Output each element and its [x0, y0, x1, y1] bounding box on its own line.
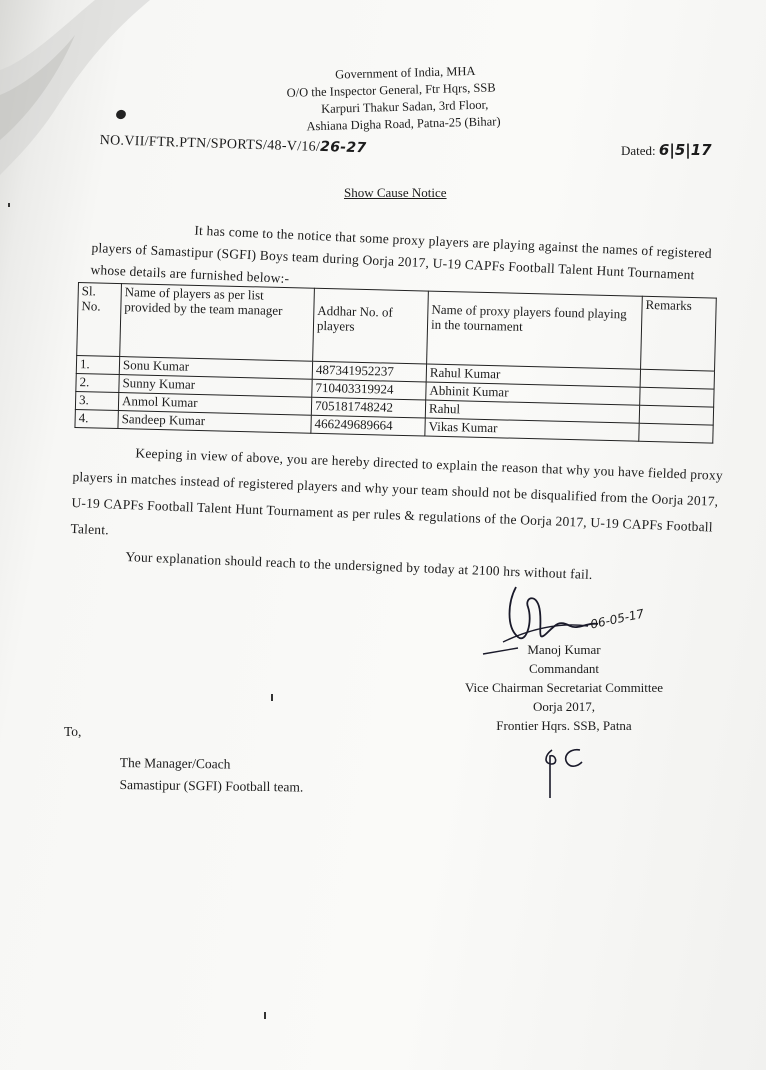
players-table: [74, 282, 716, 444]
col-header-aadhar: Addhar No. of players: [313, 288, 429, 364]
cell-aadhar: 710403319924: [312, 379, 426, 400]
deadline-text: Your explanation should reach to the undersigned by today at 2100 hrs without fail.: [125, 549, 593, 583]
punch-mark: [271, 694, 273, 701]
header-line-4: Ashiana Digha Road, Patna-25 (Bihar): [306, 114, 501, 134]
cell-proxy: Rahul: [425, 400, 639, 423]
cell-remarks: [639, 405, 713, 425]
signatory-designation: Commandant: [528, 661, 600, 676]
col-header-proxy: Name of proxy players found playing in the tournament: [427, 291, 643, 369]
signature-date: 06-05-17: [589, 606, 646, 632]
col-header-sl: Sl. No.: [77, 283, 122, 357]
signatory-name: Manoj Kumar: [527, 642, 601, 657]
col-header-remarks: Remarks: [641, 296, 717, 371]
cell-sl: 1.: [76, 355, 119, 374]
signatory-block: [424, 640, 704, 735]
office-header: [280, 60, 582, 136]
punch-mark: [8, 203, 10, 207]
cell-sl: 2.: [76, 373, 119, 392]
cell-proxy: Rahul Kumar: [426, 364, 640, 387]
to-label: To,: [64, 724, 82, 739]
cell-remarks: [640, 369, 714, 389]
cell-aadhar: 487341952237: [312, 361, 426, 382]
cell-name: Anmol Kumar: [118, 393, 311, 416]
cell-aadhar: 705181748242: [311, 397, 425, 418]
header-line-3: Karpuri Thakur Sadan, 3rd Floor,: [320, 97, 489, 116]
notice-title: Show Cause Notice: [344, 185, 447, 200]
addressee-line-1: The Manager/Coach: [119, 754, 231, 772]
dated-label: Dated:: [621, 143, 656, 158]
players-table-wrap: [74, 282, 716, 444]
cell-name: Sonu Kumar: [119, 357, 312, 380]
cell-remarks: [640, 387, 714, 407]
cell-proxy: Vikas Kumar: [425, 418, 639, 441]
scan-stain: [0, 0, 160, 200]
cell-aadhar: 466249689664: [311, 415, 425, 436]
cell-sl: 4.: [75, 409, 118, 428]
cell-proxy: Abhinit Kumar: [426, 382, 640, 405]
dated-value: 6|5|17: [658, 141, 712, 159]
cell-remarks: [639, 423, 713, 443]
punch-mark: [264, 1012, 266, 1019]
cell-name: Sandeep Kumar: [118, 411, 311, 434]
directive-text: Keeping in view of above, you are hereby directed to explain the reason that why you have fielded proxy players in matches instead of registered players and why your team should not be disqualified from the Oorja 2017, U-19 CAPFs Football Talent Hunt Tournament as per rules & regulations of the Oorja 2017, U-19 CAPFs Football Talent.: [70, 445, 724, 538]
header-line-1: Government of India, MHA: [335, 63, 476, 82]
intro-text: It has come to the notice that some proxy players are playing against the names of registered players of Samastipur (SGFI) Boys team during Oorja 2017, U-19 CAPFs Football Talent Hunt Tournament whose details are furnished below:-: [90, 222, 713, 286]
handwritten-initials: [538, 742, 588, 802]
signatory-event: Oorja 2017,: [532, 699, 596, 714]
directive-paragraphs: [69, 438, 724, 593]
header-line-2: O/O the Inspector General, Ftr Hqrs, SSB: [286, 80, 496, 100]
col-header-name: Name of players as per list provided by the team manager: [120, 284, 315, 362]
signatory-committee: Vice Chairman Secretariat Committee: [464, 680, 664, 695]
dated-line: [621, 141, 712, 159]
cell-sl: 3.: [75, 391, 118, 410]
reference-handwritten: 26-27: [319, 138, 367, 157]
addressee-block: [119, 752, 303, 799]
reference-printed: NO.VII/FTR.PTN/SPORTS/48-V/16/: [99, 132, 321, 155]
cell-name: Sunny Kumar: [119, 375, 312, 398]
addressee-line-2: Samastipur (SGFI) Football team.: [119, 776, 304, 795]
signatory-office: Frontier Hqrs. SSB, Patna: [496, 718, 632, 733]
